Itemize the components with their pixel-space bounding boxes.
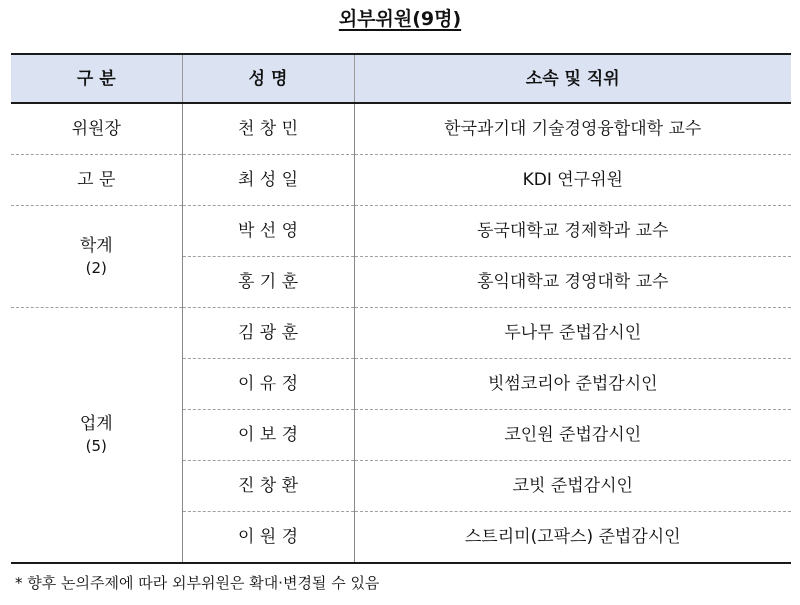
member-affiliation: KDI 연구위원 <box>354 155 791 206</box>
member-name: 이 원 경 <box>182 512 354 564</box>
table-header-row <box>11 54 791 103</box>
member-name: 이 보 경 <box>182 410 354 461</box>
footnote: * 향후 논의주제에 따라 외부위원은 확대·변경될 수 있음 <box>15 574 380 592</box>
member-affiliation: 홍익대학교 경영대학 교수 <box>354 257 791 308</box>
member-name: 박 선 영 <box>182 206 354 257</box>
page-title-text: 외부위원(9명) <box>338 8 462 30</box>
member-name: 최 성 일 <box>182 155 354 206</box>
member-name: 천 창 민 <box>182 103 354 155</box>
table-row <box>11 155 791 206</box>
committee-table <box>11 53 791 564</box>
member-affiliation: 빗썸코리아 준법감시인 <box>354 359 791 410</box>
member-affiliation: 동국대학교 경제학과 교수 <box>354 206 791 257</box>
header-name: 성 명 <box>182 54 354 103</box>
group-cell-advisor <box>11 155 182 206</box>
member-name: 이 유 정 <box>182 359 354 410</box>
member-name: 홍 기 훈 <box>182 257 354 308</box>
header-affiliation: 소속 및 직위 <box>354 54 791 103</box>
member-affiliation: 코빗 준법감시인 <box>354 461 791 512</box>
group-cell-industry <box>11 308 182 564</box>
member-name: 김 광 훈 <box>182 308 354 359</box>
table-row <box>11 103 791 155</box>
group-label: 위원장 <box>71 119 121 139</box>
group-label: 고 문 <box>77 170 116 190</box>
table-row <box>11 308 791 359</box>
member-affiliation: 스트리미(고팍스) 준법감시인 <box>354 512 791 564</box>
page-title <box>0 4 800 34</box>
table-row <box>11 206 791 257</box>
group-label: 업계 <box>79 414 113 434</box>
group-count: (5) <box>85 437 107 455</box>
group-label: 학계 <box>79 235 113 256</box>
member-affiliation: 두나무 준법감시인 <box>354 308 791 359</box>
group-count: (2) <box>85 258 107 277</box>
group-cell-chair <box>11 103 182 155</box>
member-affiliation: 한국과기대 기술경영융합대학 교수 <box>354 103 791 155</box>
header-group: 구 분 <box>11 54 182 103</box>
member-affiliation: 코인원 준법감시인 <box>354 410 791 461</box>
group-cell-academia <box>11 206 182 308</box>
member-name: 진 창 환 <box>182 461 354 512</box>
